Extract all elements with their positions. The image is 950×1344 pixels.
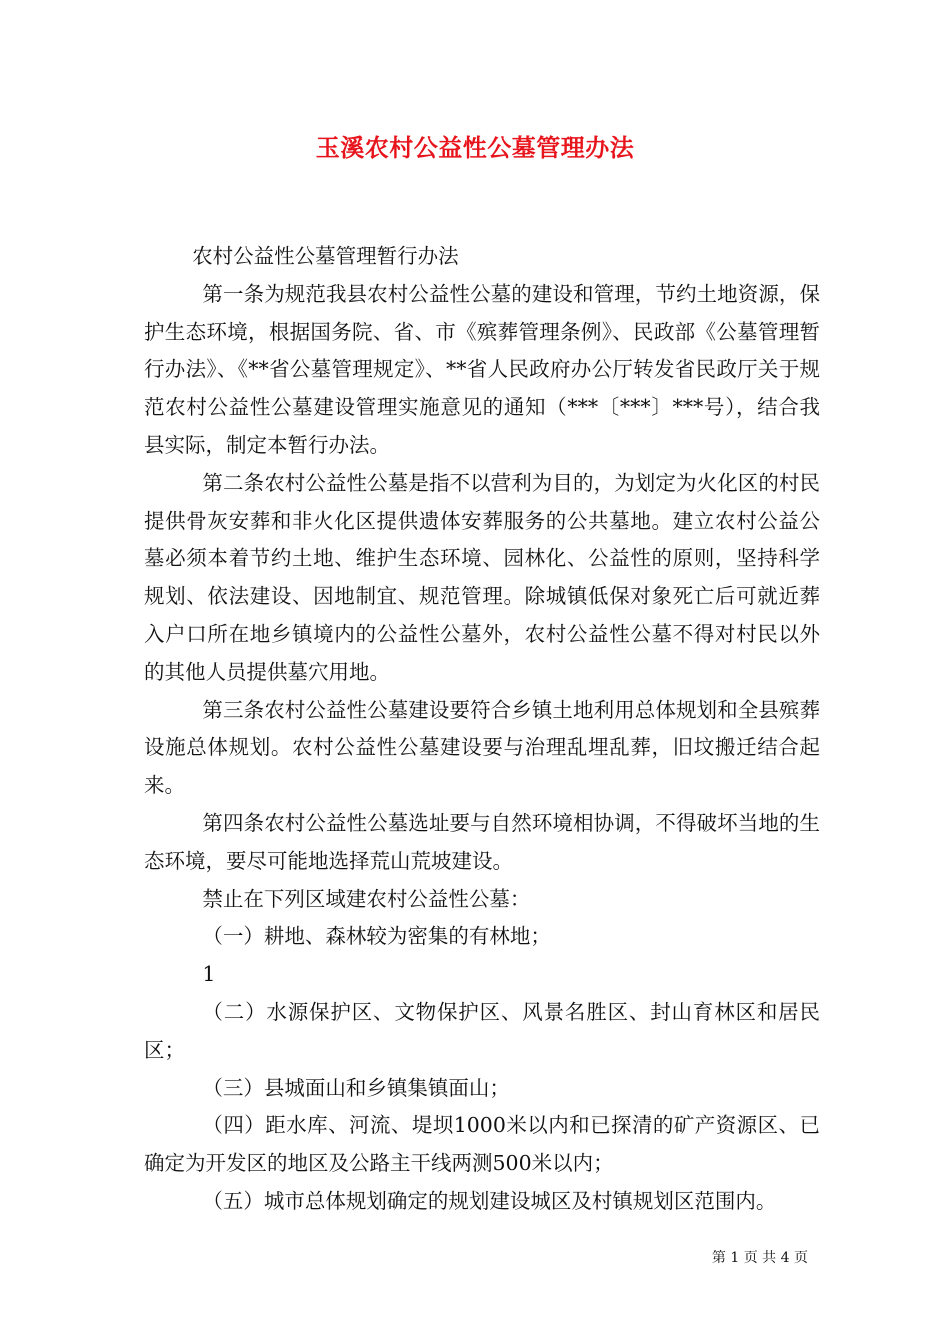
prohibited-area-item-1: （一）耕地、森林较为密集的有林地；: [202, 924, 551, 949]
document-subtitle: 农村公益性公墓管理暂行办法: [192, 244, 459, 268]
article-2-paragraph: 第二条农村公益性公墓是指不以营利为目的，为划定为火化区的村民提供骨灰安葬和非火化区提供遗体安葬服务的公共墓地。建立农村公益公墓必须本着节约土地、维护生态环境、园林化、公益性的原则，坚持科学规划、依法建设、因地制宜、规范管理。除城镇低保对象死亡后可就近葬入户口所在地乡镇境内的公益性公墓外，农村公益性公墓不得对村民以外的其他人员提供墓穴用地。: [144, 470, 820, 684]
article-3-paragraph: 第三条农村公益性公墓建设要符合乡镇土地利用总体规划和全县殡葬设施总体规划。农村公益性公墓建设要与治理乱埋乱葬，旧坟搬迁结合起来。: [144, 697, 820, 798]
document-body: [144, 238, 820, 1221]
inline-page-marker: 1: [202, 962, 216, 987]
article-1-paragraph: 第一条为规范我县农村公益性公墓的建设和管理，节约土地资源，保护生态环境，根据国务院、省、市《殡葬管理条例》、民政部《公墓管理暂行办法》、《**省公墓管理规定》、**省人民政府办公厅转发省民政厅关于规范农村公益性公墓建设管理实施意见的通知（***〔***〕***号），结合我县实际，制定本暂行办法。: [144, 281, 820, 457]
document-title: 玉溪农村公益性公墓管理办法: [315, 133, 635, 162]
prohibited-area-item-2: （二）水源保护区、文物保护区、风景名胜区、封山育林区和居民区；: [144, 999, 820, 1062]
page-footer-label: 第 1 页 共 4 页: [711, 1250, 808, 1266]
prohibited-area-item-5: （五）城市总体规划确定的规划建设城区及村镇规划区范围内。: [202, 1188, 777, 1213]
article-4-paragraph: 第四条农村公益性公墓选址要与自然环境相协调，不得破坏当地的生态环境，要尽可能地选择荒山荒坡建设。: [144, 810, 820, 873]
prohibited-areas-intro: 禁止在下列区域建农村公益性公墓：: [202, 886, 531, 911]
prohibited-area-item-3: （三）县城面山和乡镇集镇面山；: [202, 1075, 510, 1100]
prohibited-area-item-4: （四）距水库、河流、堤坝1000米以内和已探清的矿产资源区、已确定为开发区的地区及公路主干线两测500米以内；: [144, 1113, 820, 1176]
